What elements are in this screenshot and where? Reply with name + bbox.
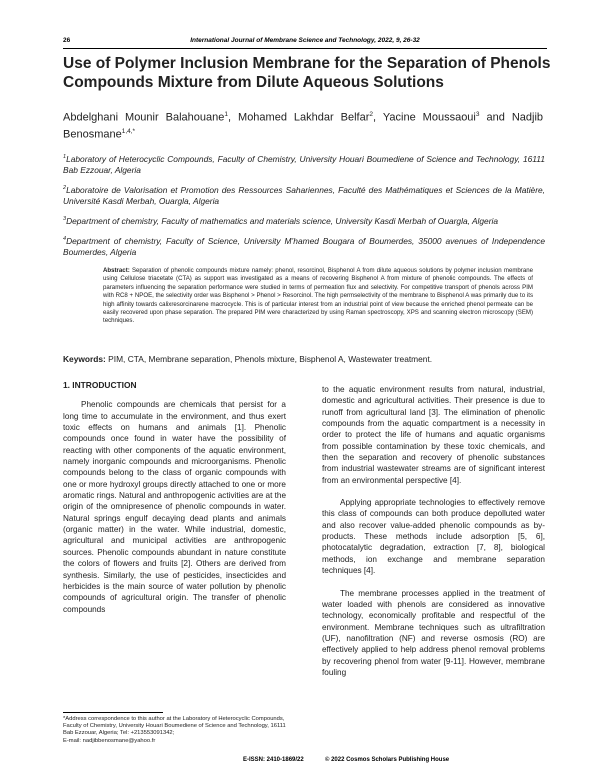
affiliation-text: Laboratoire de Valorisation et Promotion des Ressources Sahariennes, Faculté des Mathématiques et Sciences de la Matière, Université Kasdi Merbah, Ouargla, Algeria <box>63 185 545 207</box>
affiliation-number: 3 <box>63 216 67 223</box>
affiliation-text: Department of chemistry, Faculty of mathematics and materials science, University Kasdi Merbah of Ouargla, Algeria <box>66 216 499 227</box>
correspondence-footnote <box>63 712 293 745</box>
author-name: Abdelghani Mounir Balahouane <box>63 111 225 124</box>
page-number: 26 <box>63 37 71 44</box>
author-list <box>63 108 543 142</box>
author-separator: and <box>479 111 512 124</box>
running-header <box>63 37 547 49</box>
footnote-address: *Address correspondence to this author at the Laboratory of Heterocyclic Compounds, Faculty of Chemistry, University Houari Boumediene of Science and Technology, 16111 Bab Ezzouar, Algeria; Tel: +213553091342; <box>63 716 286 737</box>
header-rule <box>63 48 547 49</box>
section-heading: 1. INTRODUCTION <box>63 380 137 390</box>
affiliation <box>63 152 545 176</box>
affiliation <box>63 183 545 207</box>
affiliations <box>63 152 545 266</box>
body-paragraph: Applying appropriate technologies to effectively remove this class of compounds can both produce depolluted water and also recover value-added phenolic compounds as by-products. These methods include adsorption [5, 6], photocatalytic degradation, extraction [7, 8], biological methods, ion exchange and membrane separation techniques [4]. <box>322 498 545 576</box>
keywords <box>63 354 547 365</box>
affiliation-text: Laboratory of Heterocyclic Compounds, Faculty of Chemistry, University Houari Boumediene of Science and Technology, 16111 Bab Ezzouar, Algeria <box>63 153 545 175</box>
author-separator: , <box>227 111 239 124</box>
body-paragraph: The membrane processes applied in the treatment of water loaded with phenols are considered as innovative technology, economically profitable and respectful of the environment. Membrane techniques such as ultrafiltration (UF), nanofiltration (NF) and reverse osmosis (RO) are effectively applied to help address phenol removal problems by recovering phenol from water [9-11]. However, membrane fouling <box>322 588 545 677</box>
affiliation-number: 1 <box>63 154 67 160</box>
body-paragraph: Phenolic compounds are chemicals that persist for a long time to accumulate in the environment, and thus exert toxic effects on humans and animals [1]. Phenolic compounds once found in water have the possibility of reacting with other components of the aquatic environment, namely inorganic compounds and microorganisms. Phenolic compounds belong to the class of organic compounds with one or more hydroxyl groups directly attached to one or more aromatic rings. Natural and anthropogenic activities are at the origin of the omnipresence of phenolic compounds in water. Natural springs engulf decaying dead plants and animals (organic matter) in the water. While industrial, domestic, agricultural and municipal activities are anthropogenic sources. Phenolic compounds abundant in nature constitute the colors of flowers and fruits [2]. Others are derived from synthesis. Similarly, the use of pesticides, insecticides and herbicides is the main source of water pollution by phenolic compounds of agricultural origin. The transfer of phenolic compounds <box>63 400 287 614</box>
abstract-text: Separation of phenolic compounds mixture namely: phenol, resorcinol, Bisphenol A from dilute aqueous solutions by polymer inclusion membrane using Cellulose triacetate (CTA) as support was investigated as a means of recovering Bisphenol A from mixture of phenolic compounds. The effects of parameters influencing the separation performance were studied in terms of permeation flux and selectivity. For competitive transport of phenols across PIM with RC8 + NPOE, the selectivity order was Bisphenol > Phenol > Resorcinol. The high permselectivity of the membrane to Bisphenol A was primarily due to its high affinity towards calixresorcinarene macrocycle. This is of particular interest from an industrial point of view because the enriched phenol permeate can be easily recovered upon phase separation. The prepared PIM were characterized by using Raman spectroscopy, XPS and scanning electron microscopy (SEM) techniques. <box>103 267 533 325</box>
body-paragraph: to the aquatic environment results from natural, industrial, domestic and agricultural activities. Their presence is due to runoff from agricultural land [3]. The elimination of phenolic compounds from the aquatic compartment is a necessity in order to protect the life of humans and aquatic organisms from possible contamination by these toxic chemicals, and then the separation and recovery of phenolic substances from industrial wastewater streams are of significant interest from an environmental perspective [4]. <box>322 385 545 485</box>
author-affiliation-mark: 3 <box>475 111 480 118</box>
abstract-label: Abstract: <box>103 267 130 274</box>
issn: E-ISSN: 2410-1869/22 <box>243 757 304 763</box>
author-affiliation-mark: 1,4,* <box>121 128 136 136</box>
right-column <box>322 384 545 689</box>
author-affiliation-mark: 1 <box>224 111 228 118</box>
footnote-rule <box>63 712 163 713</box>
keywords-label: Keywords: <box>63 354 106 364</box>
author-affiliation-mark: 2 <box>369 111 374 118</box>
affiliation <box>63 214 545 227</box>
paper-title: Use of Polymer Inclusion Membrane for the Separation of Phenols Compounds Mixture from Dilute Aqueous Solutions <box>63 55 551 91</box>
affiliation-number: 4 <box>63 236 67 243</box>
keywords-text: PIM, CTA, Membrane separation, Phenols mixture, Bisphenol A, Wastewater treatment. <box>105 354 433 364</box>
footnote-email: E-mail: nadjibbenosmane@yahoo.fr <box>63 737 156 744</box>
author-separator: , <box>373 111 383 124</box>
affiliation <box>63 234 545 258</box>
affiliation-text: Department of chemistry, Faculty of Science, University M’hamed Bougara of Boumerdes, 35000 avenues of Independence Boumerdes, Algeria <box>63 236 545 258</box>
copyright: © 2022 Cosmos Scholars Publishing House <box>325 757 450 763</box>
abstract <box>103 267 533 326</box>
affiliation-number: 2 <box>63 185 67 192</box>
journal-citation: International Journal of Membrane Science and Technology, 2022, 9, 26-32 <box>190 37 420 44</box>
author-name: Yacine Moussaoui <box>382 111 476 124</box>
author-name: Nadjib Benosmane <box>63 111 544 141</box>
author-name: Mohamed Lakhdar Belfar <box>238 111 370 124</box>
left-column <box>63 380 286 626</box>
